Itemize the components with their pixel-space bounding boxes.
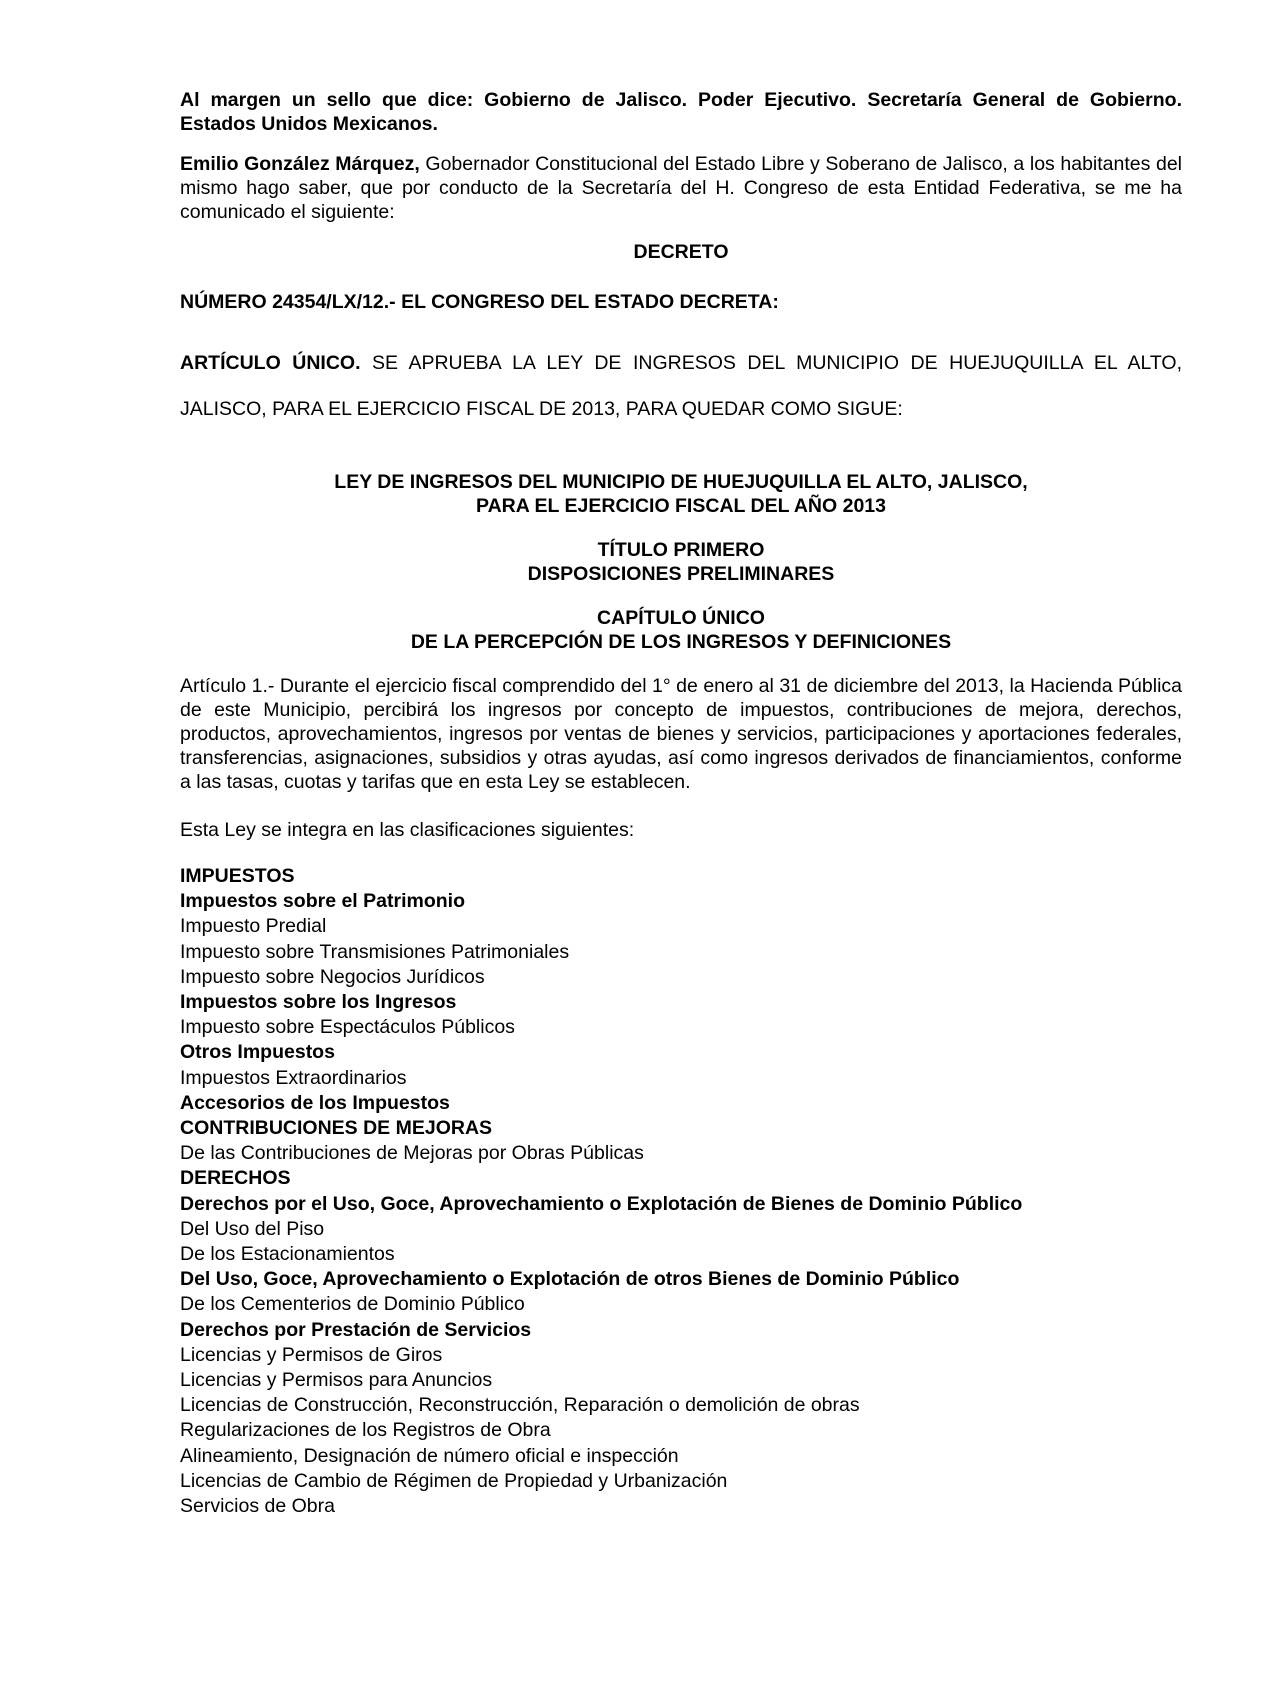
classification-item: De los Cementerios de Dominio Público [180, 1293, 525, 1316]
classification-heading: DERECHOS [180, 1167, 291, 1190]
classification-heading: Accesorios de los Impuestos [180, 1091, 450, 1114]
titulo-line-2: DISPOSICIONES PRELIMINARES [527, 563, 835, 585]
classification-heading: CONTRIBUCIONES DE MEJORAS [180, 1117, 493, 1140]
document-page [180, 88, 1182, 1519]
integra-intro: Esta Ley se integra en las clasificaciones siguientes: [180, 819, 635, 841]
classification-item: Impuesto sobre Transmisiones Patrimoniales [180, 940, 570, 963]
classification-item: Licencias de Cambio de Régimen de Propiedad y Urbanización [180, 1469, 728, 1492]
articulo-1-paragraph: Artículo 1.- Durante el ejercicio fiscal comprendido del 1° de enero al 31 de diciembre del 2013, la Hacienda Pública de este Municipio, percibirá los ingresos por concepto de impuestos, contribuciones de mejora, derechos, productos, aprovechamientos, ingresos por ventas de bienes y servicios, participaciones y aportaciones federales, transferencias, asignaciones, subsidios y otras ayudas, así como ingresos derivados de financiamientos, conforme a las tasas, cuotas y tarifas que en esta Ley se establecen. [180, 675, 1182, 793]
governor-name: Emilio González Márquez, [180, 153, 420, 175]
classification-item: Impuesto sobre Espectáculos Públicos [180, 1016, 515, 1039]
capitulo-line-2: DE LA PERCEPCIÓN DE LOS INGRESOS Y DEFINICIONES [410, 631, 952, 653]
classification-item: De las Contribuciones de Mejoras por Obras Públicas [180, 1142, 644, 1165]
classification-heading: Derechos por Prestación de Servicios [180, 1318, 532, 1341]
classification-heading: Impuestos sobre los Ingresos [180, 991, 457, 1014]
classification-heading: IMPUESTOS [180, 865, 295, 887]
law-title-line-1: LEY DE INGRESOS DEL MUNICIPIO DE HUEJUQUILLA EL ALTO, JALISCO, [334, 471, 1028, 493]
classification-heading: Impuestos sobre el Patrimonio [180, 890, 465, 913]
classification-item: Licencias y Permisos de Giros [180, 1343, 443, 1366]
classification-heading: Otros Impuestos [180, 1041, 335, 1064]
articulo-unico-paragraph [180, 340, 1182, 432]
decreto-number: NÚMERO 24354/LX/12.- EL CONGRESO DEL ESTADO DECRETA: [180, 291, 779, 313]
decreto-heading: DECRETO [633, 241, 729, 263]
classification-item: Alineamiento, Designación de número oficial e inspección [180, 1444, 679, 1467]
promulgation-text: Gobernador Constitucional del Estado Libre y Soberano de Jalisco, a los habitantes del mismo hago saber, que por conducto de la Secretaría del H. Congreso de esta Entidad Federativa, se me ha comunicado el siguiente: [180, 153, 1182, 223]
classification-list [180, 864, 1182, 1519]
titulo-line-1: TÍTULO PRIMERO [597, 539, 765, 561]
classification-item: Impuesto sobre Negocios Jurídicos [180, 965, 485, 988]
classification-item: Impuestos Extraordinarios [180, 1066, 407, 1089]
classification-item: Impuesto Predial [180, 915, 327, 938]
classification-item: Servicios de Obra [180, 1495, 335, 1518]
classification-heading: Derechos por el Uso, Goce, Aprovechamiento o Explotación de Bienes de Dominio Público [180, 1192, 1023, 1215]
articulo-unico-text: SE APRUEBA LA LEY DE INGRESOS DEL MUNICIPIO DE HUEJUQUILLA EL ALTO, JALISCO, PARA EL EJERCICIO FISCAL DE 2013, PARA QUEDAR COMO SIGUE: [180, 352, 1183, 420]
titulo-heading [180, 538, 1182, 586]
classification-heading: Del Uso, Goce, Aprovechamiento o Explotación de otros Bienes de Dominio Público [180, 1268, 960, 1291]
classification-item: Licencias y Permisos para Anuncios [180, 1369, 493, 1392]
classification-item: Del Uso del Piso [180, 1217, 325, 1240]
margin-note: Al margen un sello que dice: Gobierno de Jalisco. Poder Ejecutivo. Secretaría General de Gobierno. Estados Unidos Mexicanos. [180, 89, 1182, 135]
classification-item: De los Estacionamientos [180, 1243, 395, 1266]
classification-item: Regularizaciones de los Registros de Obra [180, 1419, 551, 1442]
law-title [180, 470, 1182, 518]
promulgation-paragraph [180, 152, 1182, 224]
articulo-unico-label: ARTÍCULO ÚNICO. [180, 352, 361, 374]
law-title-line-2: PARA EL EJERCICIO FISCAL DEL AÑO 2013 [476, 495, 886, 517]
capitulo-heading [180, 606, 1182, 654]
classification-item: Licencias de Construcción, Reconstrucción, Reparación o demolición de obras [180, 1394, 860, 1417]
capitulo-line-1: CAPÍTULO ÚNICO [597, 607, 765, 629]
